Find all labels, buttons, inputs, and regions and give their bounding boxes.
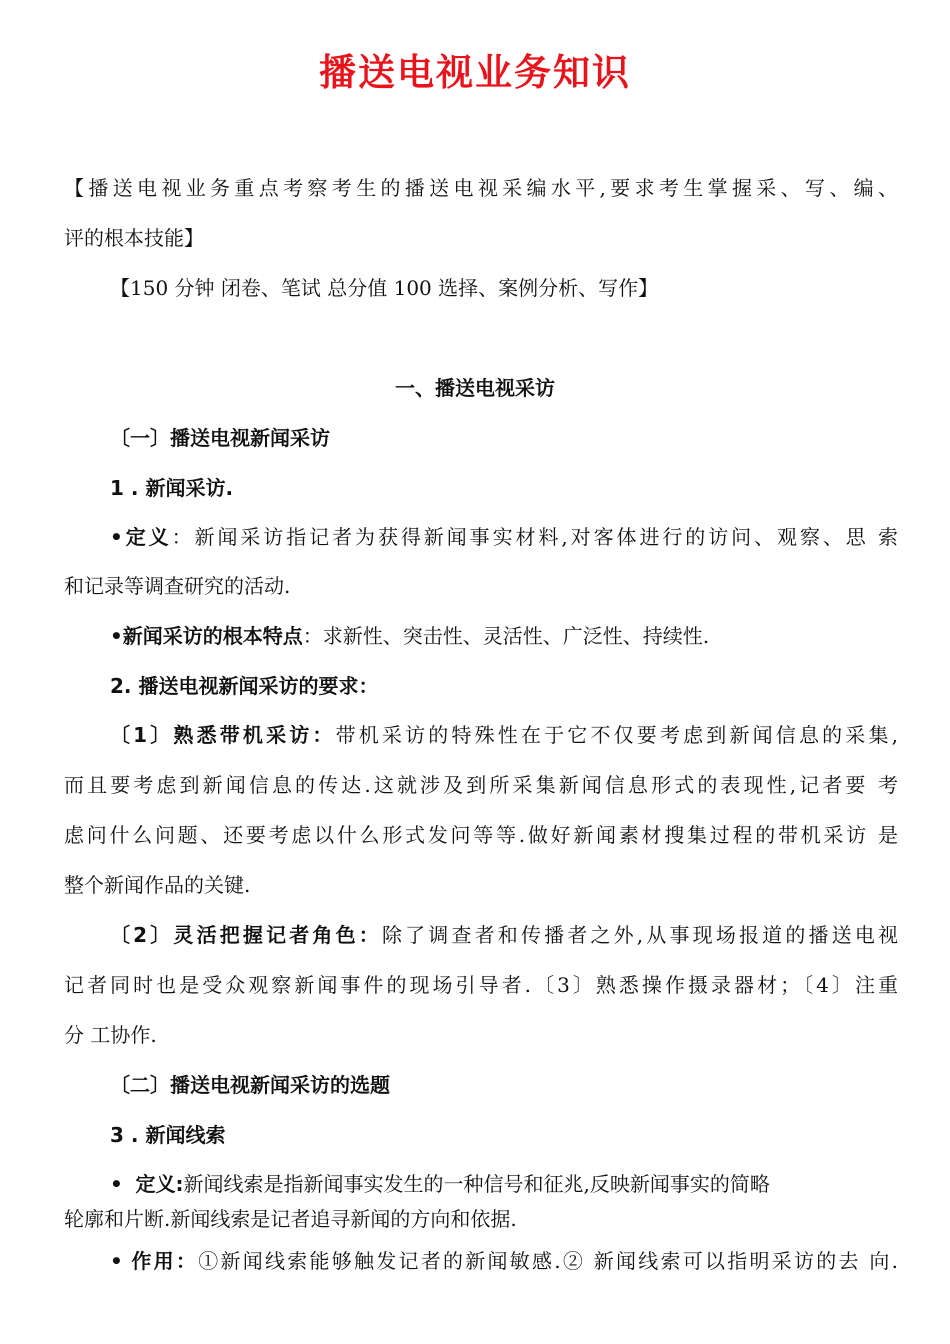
para1-line-3: 虑问什么问题、还要考虑以什么形式发问等等.做好新闻素材搜集过程的带机采访 是 [64, 823, 898, 847]
para2-line-1 [64, 921, 898, 949]
definition-line-1 [64, 523, 898, 551]
para1-line-2: 而且要考虑到新闻信息的传达.这就涉及到所采集新闻信息形式的表现性,记者要 考 [64, 773, 898, 797]
definition-label: 定义 [122, 525, 172, 549]
subsection-heading-1: 〔一〕播送电视新闻采访 [110, 426, 330, 450]
para2-line-3: 分 工协作. [64, 1023, 157, 1047]
clue-function-text: ①新闻线索能够触发记者的新闻敏感.② 新闻线索可以指明采访的去 向. [198, 1249, 899, 1273]
para1-text-1: 带机采访的特殊性在于它不仅要考虑到新闻信息的采集, [335, 723, 899, 747]
para2-text-1: 除了调查者和传播者之外,从事现场报道的播送电视 [381, 923, 898, 947]
item-heading-2: 2. 播送电视新闻采访的要求： [110, 674, 379, 698]
intro-line-1: 【播送电视业务重点考察考生的播送电视采编水平,要求考生掌握采、写、编、 [64, 176, 898, 200]
clue-definition-line-1 [110, 1170, 770, 1198]
para1-label: 〔1〕熟悉带机采访： [110, 723, 336, 747]
bullet-dot: • [110, 624, 123, 648]
para1-line-1 [64, 721, 898, 749]
features-line [110, 622, 709, 650]
item-heading-3: 3 . 新闻线索 [110, 1123, 226, 1147]
definition-line-2: 和记录等调查研究的活动. [64, 574, 291, 598]
para2-label: 〔2〕灵活把握记者角色： [110, 923, 382, 947]
intro-line-2: 评的根本技能】 [64, 226, 204, 250]
para1-line-4: 整个新闻作品的关键. [64, 873, 251, 897]
clue-function-line [64, 1247, 898, 1275]
bullet-dot: • [110, 1249, 123, 1273]
para2-line-2: 记者同时也是受众观察新闻事件的现场引导者.〔3〕熟悉操作摄录器材；〔4〕注重 [64, 973, 898, 997]
features-text: ：求新性、突击性、灵活性、广泛性、持续性. [302, 624, 710, 648]
page-title: 播送电视业务知识 [319, 51, 631, 94]
bullet-dot: • [110, 1172, 123, 1196]
features-label: 新闻采访的根本特点 [122, 624, 303, 648]
clue-function-label: 作用： [131, 1249, 199, 1273]
intro-line-3: 【150 分钟 闭卷、笔试 总分值 100 选择、案例分析、写作】 [110, 276, 659, 300]
subsection-heading-2: 〔二〕播送电视新闻采访的选题 [110, 1073, 390, 1097]
clue-definition-label: 定义: [135, 1172, 184, 1196]
section-heading: 一、播送电视采访 [395, 376, 555, 400]
bullet-dot: • [110, 525, 123, 549]
item-heading-1: 1 . 新闻采访. [110, 476, 234, 500]
definition-text: ：新闻采访指记者为获得新闻事实材料,对客体进行的访问、观察、思 索 [171, 525, 899, 549]
clue-definition-line-2: 轮廓和片断.新闻线索是记者追寻新闻的方向和依据. [64, 1207, 517, 1231]
clue-definition-text: 新闻线索是指新闻事实发生的一种信号和征兆,反映新闻事实的简略 [183, 1172, 770, 1196]
